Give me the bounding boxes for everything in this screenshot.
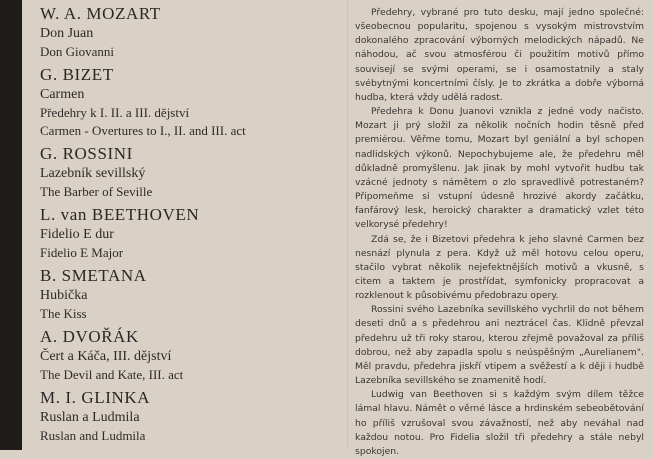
liner-paragraph: Ludwig van Beethoven si s každým svým dílem těžce lámal hlavu. Námět o věrné lásce a hrdinském sebeobětování ho příliš vzrušoval svou závažností, než aby neváhal nad každou notou. Pro Fidelia složil tři předehry a stále nebyl spokojen.	[355, 389, 644, 457]
work-title-en: Don Giovanni	[40, 44, 115, 59]
composer-name: L. van BEETHOVEN	[40, 205, 200, 224]
work-title-en: The Devil and Kate, III. act	[40, 367, 184, 382]
composer-name: B. SMETANA	[40, 266, 147, 285]
work-title-en: The Kiss	[40, 306, 87, 321]
work-title-cz: Don Juan	[40, 26, 94, 41]
work-title-cz: Lazebník sevillský	[40, 166, 146, 181]
composer-name: G. BIZET	[40, 65, 114, 84]
work-title-cz: Carmen	[40, 87, 85, 102]
work-title-cz: Ruslan a Ludmila	[40, 410, 140, 425]
work-title-en: Carmen - Overtures to I., II. and III. act	[40, 123, 246, 138]
liner-paragraph: Zdá se, že i Bizetovi předehra k jeho slavné Carmen bez nesnází plynula z pera. Když už měl hotovu celou operu, stačilo vybrat několik nejefektnějších motivů a vkusně, s citem a taktem je prostřídat, symfonicky propracovat a rozklenout k působivému předobrazu opery.	[355, 233, 644, 302]
liner-paragraph: Předehra k Donu Juanovi vznikla z jedné vody načisto. Mozart ji prý složil za několik nočních hodin těsně před premiérou. Věřme tomu, Mozart byl geniální a byl schopen nadlidských výkonů. Nepochybujeme ale, že předehru měl důkladně promyšlenu. Jak jinak by mohl vytvořit hudbu tak vzácné jednoty s námětem o zlo spravedlivě potrestaném? Připomeňme si vstupní údesně hrozivé akordy začátku, fanfárový lesk, heroický charakter a dramatický vzlet této velkorysé předehry!	[355, 106, 644, 231]
work-title-en: Fidelio E Major	[40, 245, 124, 260]
work-title-en: Ruslan and Ludmila	[40, 428, 146, 443]
liner-notes	[355, 6, 644, 459]
column-divider	[347, 0, 348, 450]
liner-paragraph: Rossini svého Lazebníka sevillského vychrlil do not během deseti dnů a s předehrou ani neztrácel čas. Klidně převzal předehru už tři roky starou, kterou zřejmě považoval za příliš dobrou, než aby zapadla spolu s neúspěšným „Aurelianem". Měl pravdu, předehra jiskří vtipem a svěžestí a k ději i hudbě Lazebníka sevillského se znamenitě hodí.	[355, 304, 644, 387]
liner-paragraph: Předehry, vybrané pro tuto desku, mají jedno společné: všeobecnou popularitu, spojenou s vysokým mistrovstvím dokonalého zpracování výborných melodických nápadů. Ne náhodou, ač svou atmosférou či použitím motivů přímo souvisejí se svými operami, se i osamostatnily a staly svébytnými koncertními čísly. Je to zkrátka a dobře výborná hudba, která vždy udělá radost.	[355, 7, 644, 103]
work-title-cz: Čert a Káča, III. dějství	[40, 349, 172, 364]
composer-name: G. ROSSINI	[40, 144, 133, 163]
program-list	[40, 4, 330, 445]
work-title-cz: Fidelio E dur	[40, 227, 114, 242]
work-title-cz: Hubička	[40, 288, 88, 303]
composer-name: M. I. GLINKA	[40, 388, 151, 407]
work-detail-cz: Předehry k I. II. a III. dějství	[40, 105, 190, 120]
left-edge-band	[0, 0, 22, 450]
composer-name: A. DVOŘÁK	[40, 327, 139, 346]
composer-name: W. A. MOZART	[40, 4, 161, 23]
work-title-en: The Barber of Seville	[40, 184, 153, 199]
